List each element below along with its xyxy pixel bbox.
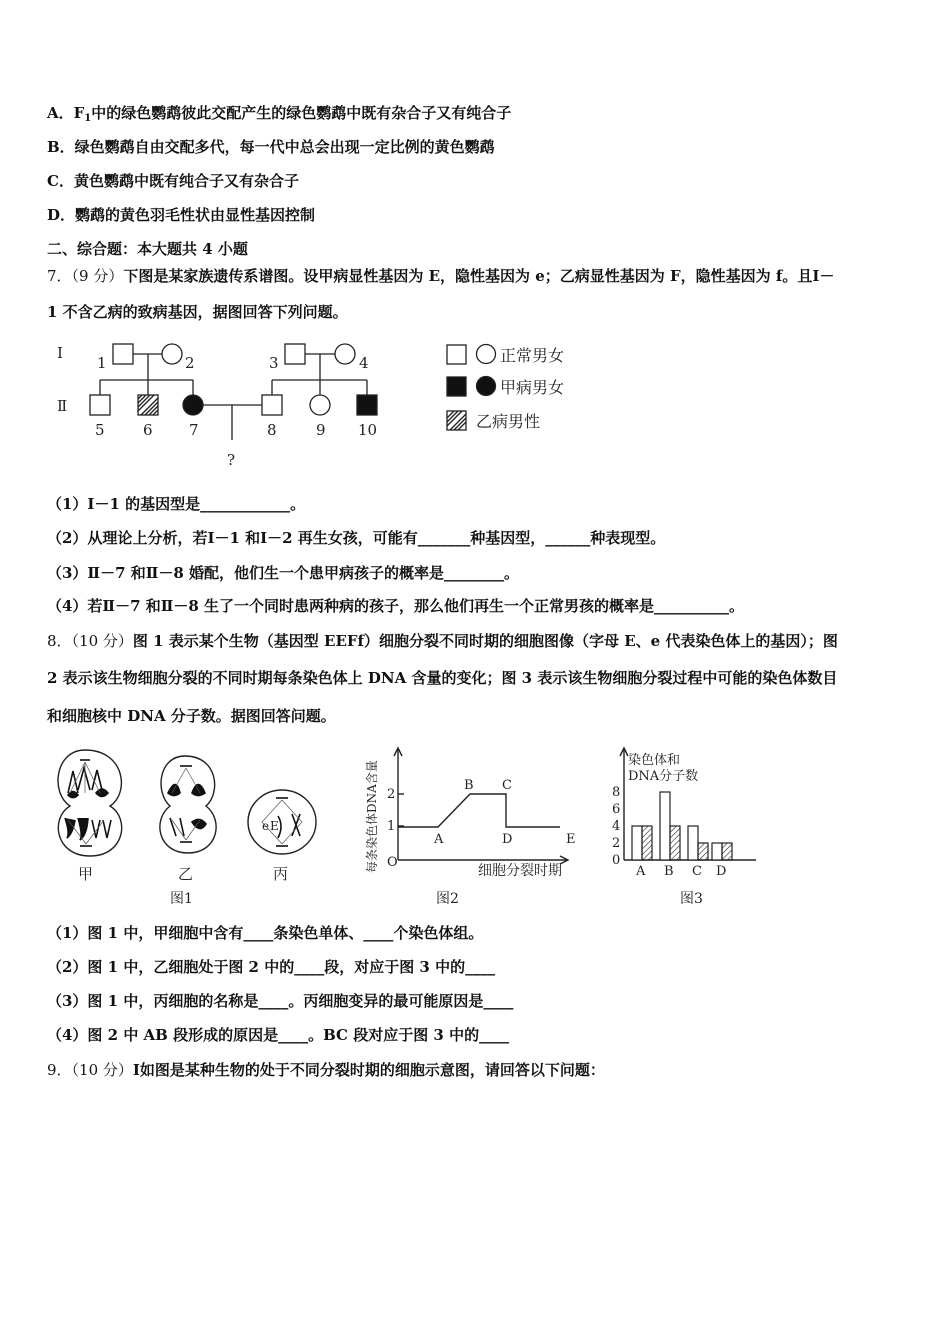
fig3-tick-label-0: 0	[612, 853, 621, 868]
figure3-caption: 图3	[680, 891, 703, 907]
cell-label-jia: 甲	[78, 865, 94, 883]
q6-option-b: B．绿色鹦鹉自由交配多代，每一代中总会出现一定比例的黄色鹦鹉	[47, 138, 495, 156]
fig2-tick-label-2: 2	[387, 787, 396, 802]
pedigree-gen-I: Ⅰ	[57, 344, 63, 362]
pedigree-ind-8	[262, 395, 282, 415]
cell-label-yi: 乙	[178, 865, 194, 883]
fig2-point-label-B: B	[464, 778, 474, 793]
pedigree-ind-2	[162, 344, 182, 364]
pedigree-label-5: 5	[95, 421, 105, 439]
section-heading: 二、综合题：本大题共 4 小题	[47, 240, 248, 258]
fig2-point-label-C: C	[502, 778, 512, 793]
fig3-ylabel-line1: 染色体和	[628, 753, 681, 768]
fig2-xlabel: 细胞分裂时期	[478, 863, 562, 879]
fig2-point-label-A: A	[434, 832, 444, 847]
pedigree-ind-1	[113, 344, 133, 364]
legend-normal-label: 正常男女	[500, 346, 565, 365]
fig3-bar-C-dna	[698, 843, 708, 860]
pedigree-child-label: ?	[227, 451, 236, 469]
pedigree-label-1: 1	[97, 354, 107, 372]
pedigree-label-4: 4	[359, 354, 369, 372]
fig3-tick-label-2: 2	[612, 836, 621, 851]
fig2-data-line	[398, 794, 560, 827]
fig3-category-B: B	[664, 864, 674, 879]
gene-label-e: e	[262, 819, 270, 833]
fig3-tick-label-8: 8	[612, 785, 621, 800]
q8-sub1: （1）图 1 中，甲细胞中含有____条染色单体、____个染色体组。	[47, 924, 484, 942]
fig3-bar-D-dna	[722, 843, 732, 860]
figure-panel	[40, 738, 770, 910]
jia-chromosome	[78, 818, 88, 840]
jia-chromosome	[92, 820, 100, 838]
fig2-point-label-E: E	[566, 832, 576, 847]
legend-disease1-male-symbol	[447, 377, 466, 396]
fig3-bar-C-chromosome	[688, 826, 698, 860]
jia-chromosome	[103, 820, 111, 838]
fig3-category-D: D	[716, 864, 727, 879]
legend-disease2-label: 乙病男性	[476, 412, 541, 431]
fig3-bar-D-chromosome	[712, 843, 722, 860]
yi-chromosome	[192, 819, 206, 828]
fig3-tick-label-6: 6	[612, 802, 621, 817]
q7-stem-line2: 1 不含乙病的致病基因，据图回答下列问题。	[47, 303, 348, 321]
pedigree-label-7: 7	[189, 421, 199, 439]
pedigree-label-2: 2	[185, 354, 195, 372]
q8-sub4: （4）图 2 中 AB 段形成的原因是____。BC 段对应于图 3 中的____	[47, 1026, 510, 1044]
jia-chromosome	[68, 771, 78, 793]
fig3-bar-B-chromosome	[660, 792, 670, 860]
q7-stem-line1: 7．（9 分）下图是某家族遗传系谱图。设甲病显性基因为 E，隐性基因为 e；乙病显性基因为 F，隐性基因为 f。且Ⅰ－	[47, 267, 835, 285]
pedigree-label-8: 8	[267, 421, 277, 439]
pedigree-label-6: 6	[143, 421, 153, 439]
pedigree-ind-3	[285, 344, 305, 364]
pedigree-ind-9	[310, 395, 330, 415]
jia-chromosome-blob	[68, 792, 78, 798]
pedigree-chart	[45, 335, 605, 470]
q8-sub2: （2）图 1 中，乙细胞处于图 2 中的____段，对应于图 3 中的____	[47, 958, 496, 976]
legend-normal-female-symbol	[477, 345, 496, 364]
jia-chromosome	[65, 818, 75, 838]
q9-stem: 9．（10 分）Ⅰ如图是某种生物的处于不同分裂时期的细胞示意图，请回答以下问题：	[47, 1061, 605, 1079]
cell-label-bing: 丙	[273, 865, 289, 883]
fig2-ylabel: 每条染色体DNA含量	[365, 760, 379, 873]
q7-sub2: （2）从理论上分析，若Ⅰ－1 和Ⅰ－2 再生女孩，可能有_______种基因型，______种表现型。	[47, 529, 666, 547]
gene-label-E: E	[270, 819, 279, 833]
pedigree-ind-4	[335, 344, 355, 364]
fig3-bar-A-chromosome	[632, 826, 642, 860]
cell-jia-outline	[58, 750, 122, 856]
fig3-category-C: C	[692, 864, 702, 879]
jia-chromosome-blob	[96, 789, 108, 797]
fig2-point-label-D: D	[502, 832, 513, 847]
fig2-tick-label-1: 1	[387, 819, 396, 834]
q7-sub3: （3）Ⅱ－7 和Ⅱ－8 婚配，他们生一个患甲病孩子的概率是________。	[47, 564, 520, 582]
fig3-category-A: A	[636, 864, 646, 879]
q8-stem-line3: 和细胞核中 DNA 分子数。据图回答问题。	[47, 707, 336, 725]
fig3-ylabel-line2: DNA分子数	[628, 769, 699, 784]
pedigree-label-9: 9	[316, 421, 326, 439]
fig3-bar-B-dna	[670, 826, 680, 860]
q8-sub3: （3）图 1 中，丙细胞的名称是____。丙细胞变异的最可能原因是____	[47, 992, 514, 1010]
q7-sub1: （1）Ⅰ－1 的基因型是____________。	[47, 495, 306, 513]
pedigree-ind-5	[90, 395, 110, 415]
figure1-caption: 图1	[170, 891, 193, 907]
q6-option-a: A．$F_1$中的绿色鹦鹉彼此交配产生的绿色鹦鹉中既有杂合子又有纯合子	[47, 104, 512, 124]
legend-disease1-female-symbol	[477, 377, 496, 396]
fig3-tick-label-4: 4	[612, 819, 621, 834]
pedigree-label-3: 3	[269, 354, 279, 372]
figure2-caption: 图2	[436, 891, 459, 907]
cell-bing-outline	[248, 790, 316, 854]
q7-sub4: （4）若Ⅱ－7 和Ⅱ－8 生了一个同时患两种病的孩子，那么他们再生一个正常男孩的概率是__________。	[47, 597, 745, 615]
q6-option-d: D．鹦鹉的黄色羽毛性状由显性基因控制	[47, 206, 316, 224]
cell-yi-outline	[160, 756, 216, 853]
pedigree-label-10: 10	[358, 421, 378, 439]
pedigree-ind-7	[183, 395, 203, 415]
jia-chromosome	[78, 768, 90, 790]
q6-option-c: C．黄色鹦鹉中既有纯合子又有杂合子	[47, 172, 299, 190]
q8-stem-line1: 8．（10 分）图 1 表示某个生物（基因型 EEFf）细胞分裂不同时期的细胞图像（字母 E、e 代表染色体上的基因）；图	[47, 632, 838, 650]
q8-stem-line2: 2 表示该生物细胞分裂的不同时期每条染色体上 DNA 含量的变化；图 3 表示该生物细胞分裂过程中可能的染色体数目	[47, 669, 838, 687]
legend-normal-male-symbol	[447, 345, 466, 364]
fig3-bar-A-dna	[642, 826, 652, 860]
legend-disease1-label: 甲病男女	[500, 378, 565, 397]
pedigree-ind-10	[357, 395, 377, 415]
pedigree-gen-II: Ⅱ	[57, 397, 68, 415]
yi-chromosome	[170, 818, 176, 836]
fig2-origin: O	[387, 855, 398, 870]
yi-chromosome	[180, 818, 184, 836]
